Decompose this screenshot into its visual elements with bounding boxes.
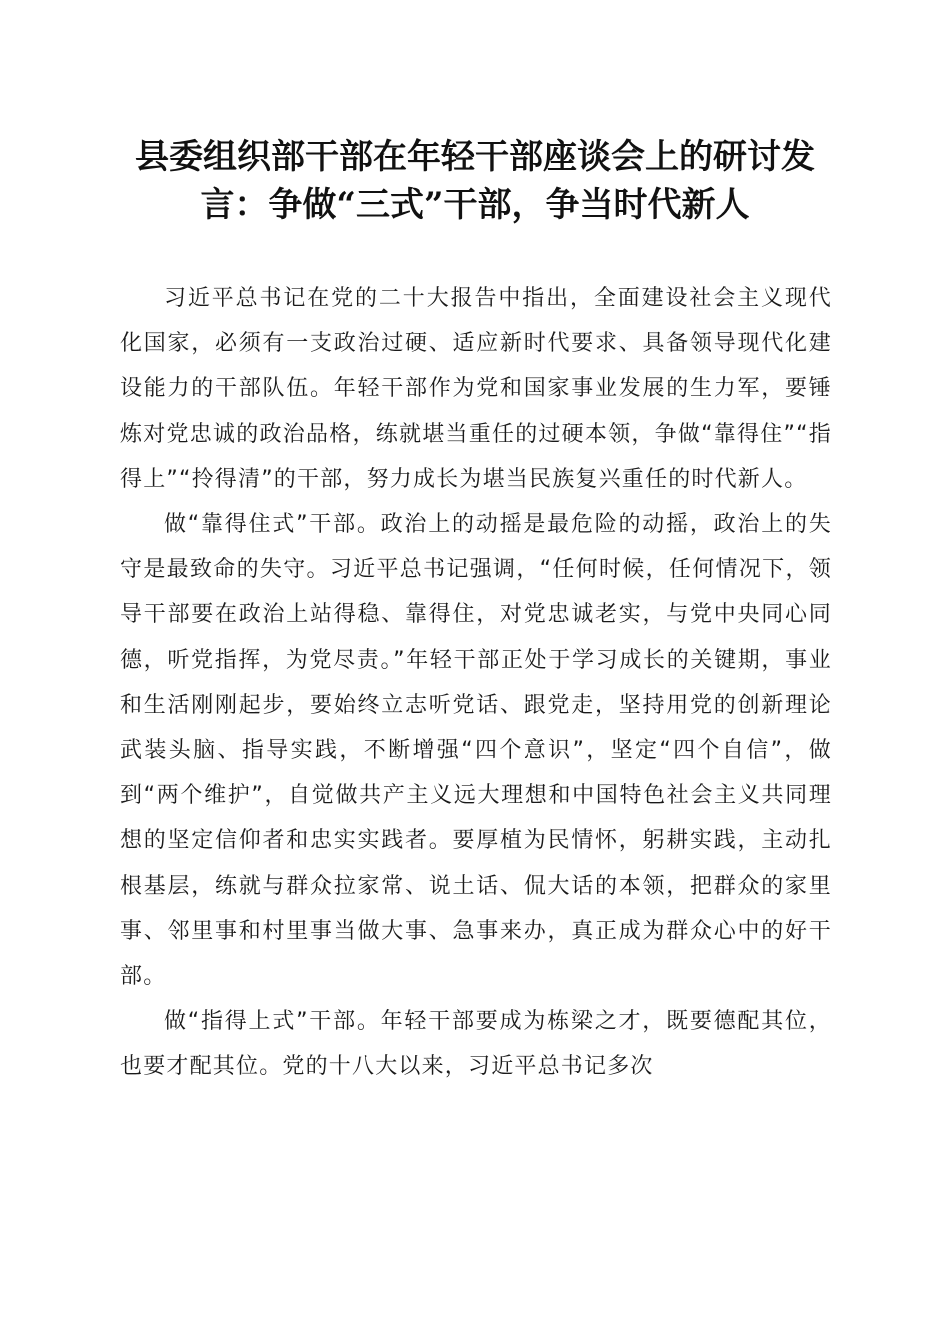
paragraph-intro: 习近平总书记在党的二十大报告中指出，全面建设社会主义现代化国家，必须有一支政治过硬、适应新时代要求、具备领导现代化建设能力的干部队伍。年轻干部作为党和国家事业发展的生力军，要锤炼对党忠诚的政治品格，练就堪当重任的过硬本领，争做“靠得住”“指得上”“拎得清”的干部，努力成长为堪当民族复兴重任的时代新人。 [120, 286, 832, 492]
paragraph-zhideshang: 做“指得上式”干部。年轻干部要成为栋梁之才，既要德配其位，也要才配其位。党的十八大以来，习近平总书记多次 [120, 1009, 832, 1080]
document-body [120, 276, 832, 1090]
document-title [100, 133, 850, 229]
title-line-1: 县委组织部干部在年轻干部座谈会上的研讨发 [135, 137, 815, 177]
title-line-2: 言：争做“三式”干部，争当时代新人 [200, 185, 750, 225]
paragraph-kaodezhu: 做“靠得住式”干部。政治上的动摇是最危险的动摇，政治上的失守是最致命的失守。习近平总书记强调，“任何时候，任何情况下，领导干部要在政治上站得稳、靠得住，对党忠诚老实，与党中央同心同德，听党指挥，为党尽责。”年轻干部正处于学习成长的关键期，事业和生活刚刚起步，要始终立志听党话、跟党走，坚持用党的创新理论武装头脑、指导实践，不断增强“四个意识”，坚定“四个自信”，做到“两个维护”，自觉做共产主义远大理想和中国特色社会主义共同理想的坚定信仰者和忠实实践者。要厚植为民情怀，躬耕实践，主动扎根基层，练就与群众拉家常、说土话、侃大话的本领，把群众的家里事、邻里事和村里事当做大事、急事来办，真正成为群众心中的好干部。 [120, 512, 832, 990]
